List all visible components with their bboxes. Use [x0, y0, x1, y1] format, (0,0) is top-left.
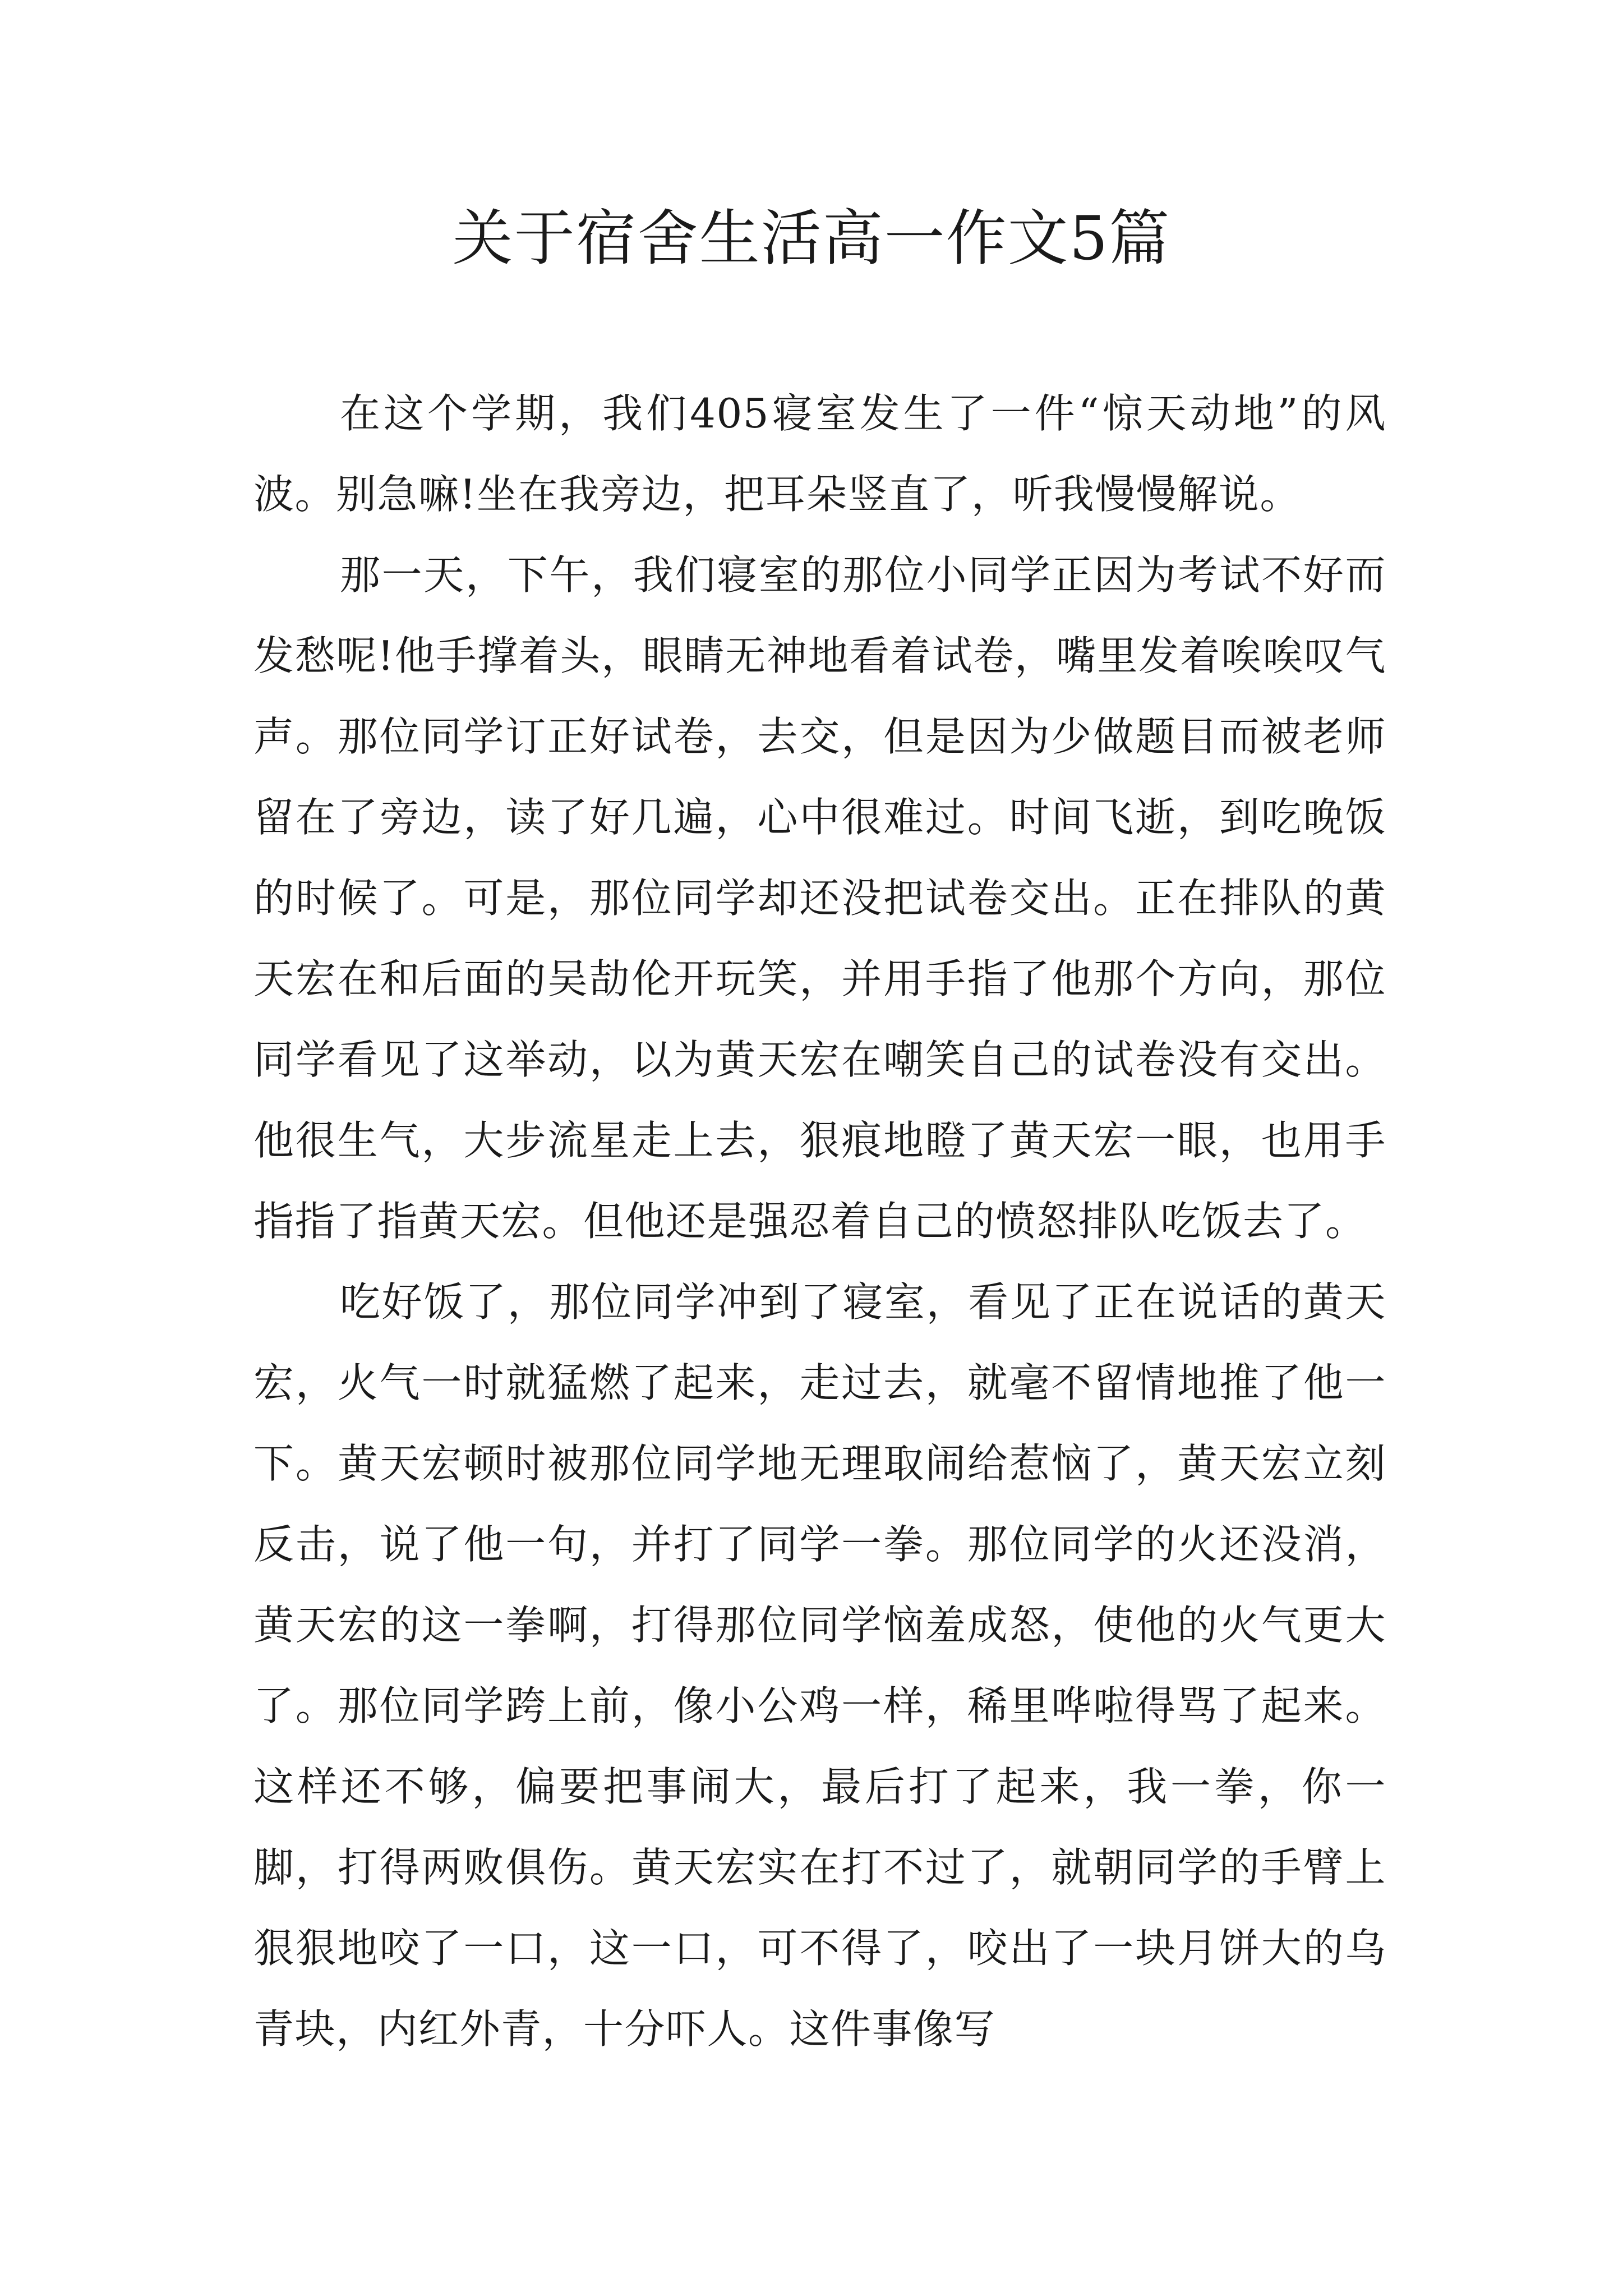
- paragraph: 吃好饭了，那位同学冲到了寝室，看见了正在说话的黄天宏，火气一时就猛燃了起来，走过去，就毫不留情地推了他一下。黄天宏顿时被那位同学地无理取闹给惹恼了，黄天宏立刻反击，说了他一句，并打了同学一拳。那位同学的火还没消，黄天宏的这一拳啊，打得那位同学恼羞成怒，使他的火气更大了。那位同学跨上前，像小公鸡一样，稀里哗啦得骂了起来。这样还不够，偏要把事闹大，最后打了起来，我一拳，你一脚，打得两败俱伤。黄天宏实在打不过了，就朝同学的手臂上狠狠地咬了一口，这一口，可不得了，咬出了一块月饼大的乌青块，内红外青，十分吓人。这件事像写: [253, 1278, 1386, 2053]
- document-body: [253, 373, 1386, 2069]
- paragraph: 那一天，下午，我们寝室的那位小同学正因为考试不好而发愁呢!他手撑着头，眼睛无神地看着试卷，嘴里发着唉唉叹气声。那位同学订正好试卷，去交，但是因为少做题目而被老师留在了旁边，读了好几遍，心中很难过。时间飞逝，到吃晚饭的时候了。可是，那位同学却还没把试卷交出。正在排队的黄天宏在和后面的吴劼伦开玩笑，并用手指了他那个方向，那位同学看见了这举动，以为黄天宏在嘲笑自己的试卷没有交出。他很生气，大步流星走上去，狠痕地瞪了黄天宏一眼，也用手指指了指黄天宏。但他还是强忍着自己的愤怒排队吃饭去了。: [253, 551, 1386, 1245]
- document-title: 关于宿舍生活高一作文5篇: [452, 204, 1171, 274]
- paragraph: 在这个学期，我们405寝室发生了一件“惊天动地”的风波。别急嘛!坐在我旁边，把耳朵竖直了，听我慢慢解说。: [253, 390, 1386, 518]
